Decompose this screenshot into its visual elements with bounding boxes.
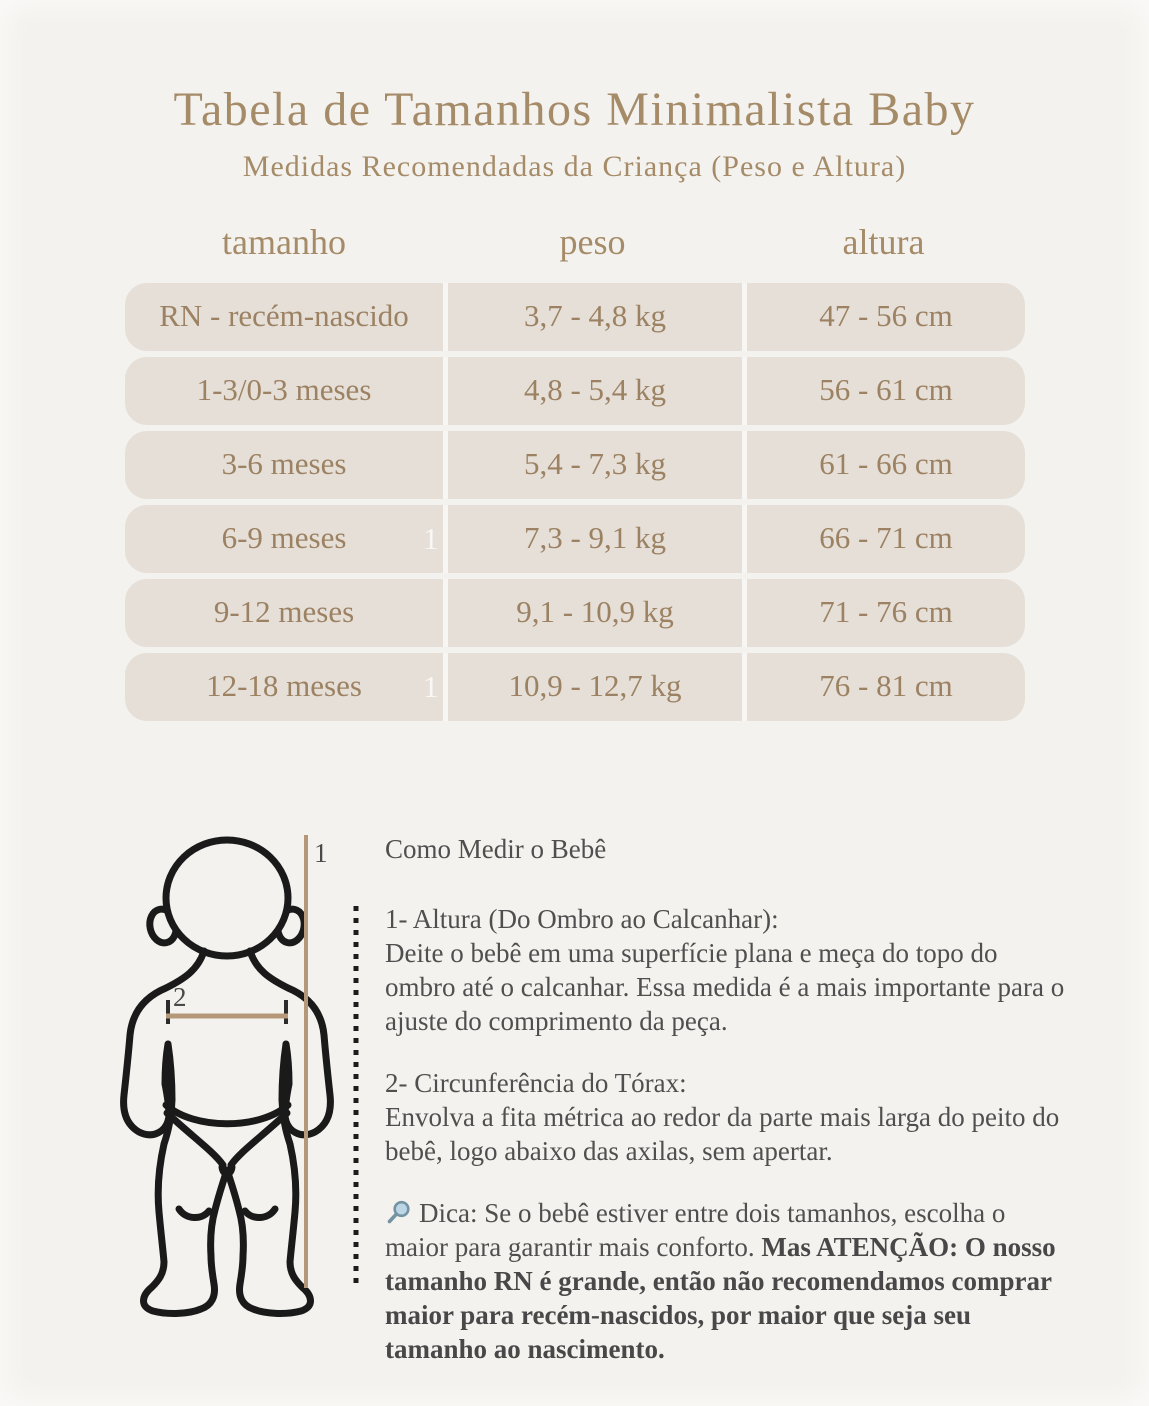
cell-height: 61 - 66 cm (742, 431, 1025, 499)
guide-section-title: 1- Altura (Do Ombro ao Calcanhar): (385, 904, 779, 934)
table-row (125, 283, 1025, 351)
guide-section-title: 2- Circunferência do Tórax: (385, 1068, 687, 1098)
guide-section-height (385, 902, 1065, 1038)
baby-body-illustration (124, 951, 331, 1313)
cell-height: 76 - 81 cm (742, 653, 1025, 721)
chest-measure-label: 2 (173, 982, 187, 1012)
cell-weight: 7,3 - 9,1 kg (443, 505, 742, 573)
cell-height: 47 - 56 cm (742, 283, 1025, 351)
tip-paragraph (385, 1196, 1065, 1366)
cell-weight: 10,9 - 12,7 kg (443, 653, 742, 721)
faint-watermark: 1 (423, 521, 439, 556)
page-title: Tabela de Tamanhos Minimalista Baby (173, 83, 976, 136)
magnifier-icon (385, 1199, 413, 1227)
cell-weight: 9,1 - 10,9 kg (443, 579, 742, 647)
column-header-tamanho: tamanho (222, 222, 346, 262)
table-row (125, 505, 1025, 573)
guide-heading: Como Medir o Bebê (385, 834, 607, 864)
cell-height: 66 - 71 cm (742, 505, 1025, 573)
tip-text-bold: Mas ATENÇÃO: O nosso tamanho RN é grande, então não recomendamos comprar maior para recém-nascidos, por maior que seja seu tamanho ao nascimento. (385, 1232, 1056, 1364)
measuring-guide (385, 832, 1065, 1394)
table-row (125, 579, 1025, 647)
cell-height: 71 - 76 cm (742, 579, 1025, 647)
page-subtitle: Medidas Recomendadas da Criança (Peso e Altura) (242, 150, 907, 183)
height-measure-label: 1 (314, 838, 328, 868)
cell-size: RN - recém-nascido (159, 298, 409, 333)
table-column-headers (125, 221, 1025, 264)
guide-section-chest (385, 1066, 1065, 1168)
cell-weight: 4,8 - 5,4 kg (443, 357, 742, 425)
size-table (125, 283, 1025, 721)
cell-size: 12-18 meses (206, 668, 362, 703)
cell-size: 9-12 meses (213, 594, 355, 629)
cell-size: 3-6 meses (221, 446, 347, 481)
faint-watermark: 1 (423, 669, 439, 704)
table-row (125, 653, 1025, 721)
guide-section-body: Envolva a fita métrica ao redor da parte mais larga do peito do bebê, logo abaixo das axilas, sem apertar. (385, 1102, 1060, 1166)
cell-weight: 5,4 - 7,3 kg (443, 431, 742, 499)
guide-section-body: Deite o bebê em uma superfície plana e meça do topo do ombro até o calcanhar. Essa medida é a mais importante para o ajuste do comprimento da peça. (385, 938, 1065, 1036)
baby-measurement-diagram (110, 818, 370, 1318)
column-header-altura: altura (842, 222, 925, 262)
column-header-peso: peso (559, 222, 626, 262)
table-row (125, 357, 1025, 425)
table-row (125, 431, 1025, 499)
tip-text-normal: Dica: Se o bebê estiver entre dois tamanhos, escolha o maior para garantir mais conforto. (385, 1198, 1006, 1262)
cell-size: 6-9 meses (221, 520, 347, 555)
cell-height: 56 - 61 cm (742, 357, 1025, 425)
baby-head-illustration (166, 840, 288, 956)
cell-size: 1-3/0-3 meses (196, 372, 372, 407)
cell-weight: 3,7 - 4,8 kg (443, 283, 742, 351)
